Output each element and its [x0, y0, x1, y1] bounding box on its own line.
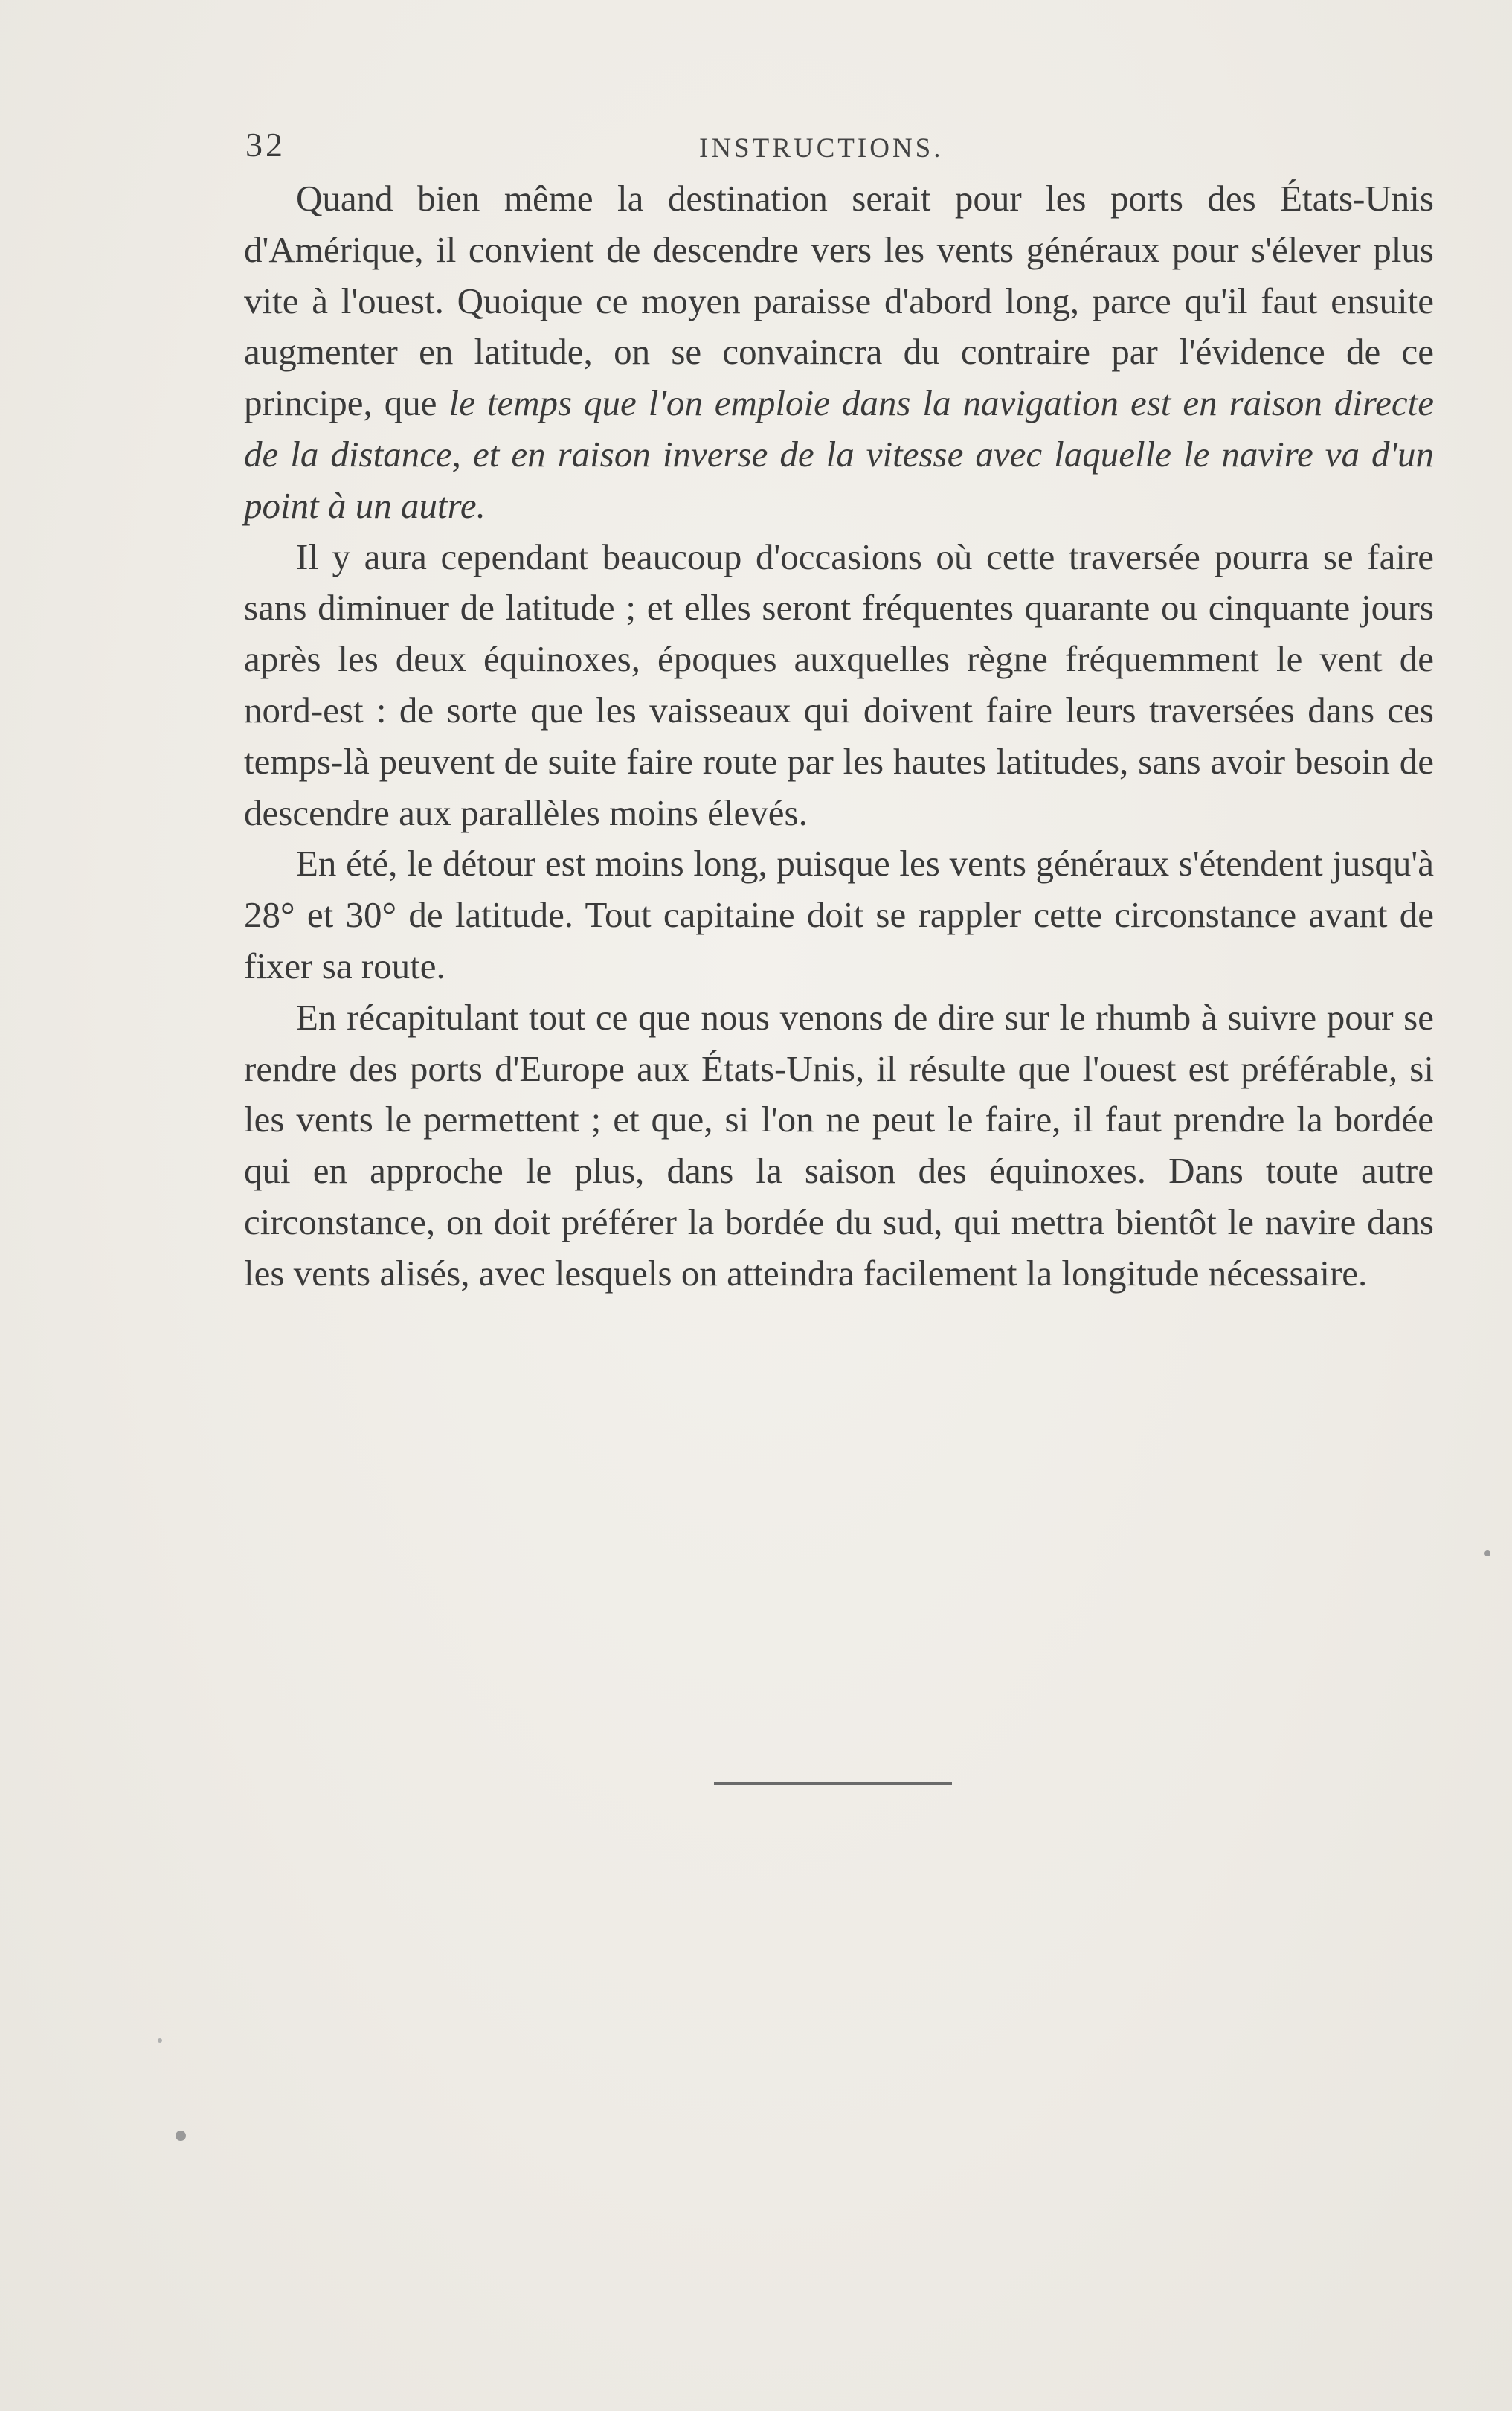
body-text [244, 173, 1434, 1300]
running-title: INSTRUCTIONS. [699, 133, 944, 164]
paragraph-text: Il y aura cependant beaucoup d'occasions où cette traversée pourra se faire sans diminuer de latitude ; et elles seront fréquentes quarante ou cinquante jours après les deux équinoxes, époques auxquelles règne fréquemment le vent de nord-est : de sorte que les vaisseaux qui doivent faire leurs traversées dans ces temps-là peuvent de suite faire route par les hautes latitudes, sans avoir besoin de descendre aux parallèles moins élevés. [244, 536, 1434, 833]
paper-speck [1484, 1550, 1490, 1556]
page-header [245, 125, 1435, 170]
italic-principle: le temps que l'on emploie dans la navigation est en raison directe de la distance, et en raison inverse de la vitesse avec laquelle le navire va d'un point à un autre. [244, 382, 1434, 526]
paragraph-text: Quand bien même la destination serait pour les ports des États-Unis d'Amérique, il convient de descendre vers les vents généraux pour s'élever plus vite à l'ouest. Quoique ce moyen paraisse d'abord long, parce qu'il faut ensuite augmenter en latitude, on se convaincra du contraire par l'évidence de ce principe, que [244, 178, 1434, 424]
paragraph-latitude [244, 532, 1434, 839]
paper-speck [176, 2131, 186, 2141]
paragraph-text: En été, le détour est moins long, puisque les vents généraux s'étendent jusqu'à 28° et 30° de latitude. Tout capitaine doit se rappler cette circonstance avant de fixer sa route. [244, 843, 1434, 986]
section-end-rule [714, 1782, 952, 1785]
paragraph-summary [244, 992, 1434, 1300]
page-number: 32 [245, 126, 286, 164]
paragraph-text: En récapitulant tout ce que nous venons de dire sur le rhumb à suivre pour se rendre des ports d'Europe aux États-Unis, il résulte que l'ouest est préférable, si les vents le permettent ; et que, si l'on ne peut le faire, il faut prendre la bordée qui en approche le plus, dans la saison des équinoxes. Dans toute autre circonstance, on doit préférer la bordée du sud, qui mettra bientôt le navire dans les vents alisés, avec lesquels on atteindra facilement la longitude nécessaire. [244, 996, 1434, 1294]
paragraph-destination [244, 173, 1434, 532]
paragraph-summer [244, 838, 1434, 992]
paper-speck [158, 2038, 162, 2043]
